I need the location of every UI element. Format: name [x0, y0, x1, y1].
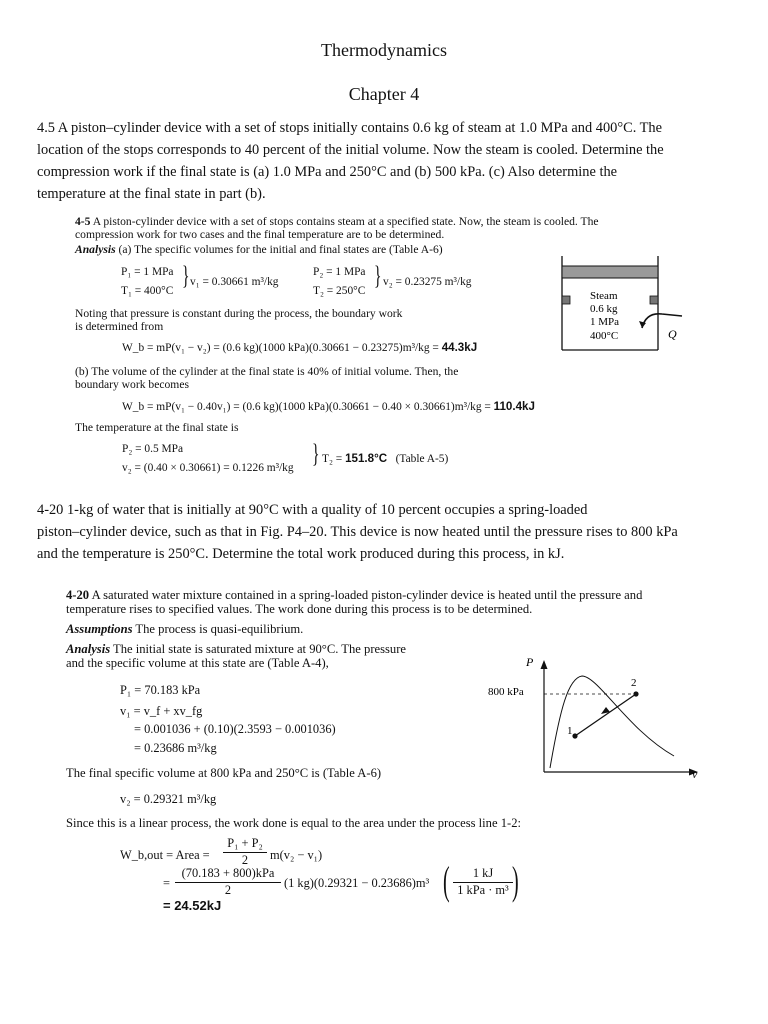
state2-temperature: T₂ = 250°C: [313, 285, 366, 297]
analysis-label: Analysis: [75, 243, 116, 256]
part-b-text: [75, 365, 535, 391]
t2-label: T₂ =: [322, 453, 343, 465]
analysis-text: (a) The specific volumes for the initial and final states are (Table A-6): [118, 243, 443, 256]
state-point-2: [633, 691, 638, 696]
state3-brace: }: [312, 439, 320, 468]
statement-line: temperature at the final state in part (b).: [37, 186, 266, 202]
piston: [562, 266, 658, 278]
left-paren: (: [443, 858, 450, 903]
saturation-dome: [550, 676, 674, 768]
t2-value: 151.8°C: [345, 452, 388, 465]
process-line: [575, 694, 636, 736]
work-a-expression: W_b = mP(v₁ − v₂) = (0.6 kg)(1000 kPa)(0.30661 − 0.23275)m³/kg =: [122, 342, 439, 354]
steam-label: Steam: [590, 290, 618, 302]
t2-table-ref: (Table A-5): [395, 453, 449, 465]
mass-label: 0.6 kg: [590, 303, 618, 315]
intro-line: A saturated water mixture contained in a spring-loaded piston-cylinder device is heated until the pressure and: [91, 588, 643, 602]
assumptions-label: Assumptions: [66, 622, 133, 636]
problem-4-20-statement: [37, 499, 727, 565]
assumptions-text: The process is quasi-equilibrium.: [135, 622, 304, 636]
state2-volume: v₂ = 0.23275 m³/kg: [383, 276, 472, 288]
work-fraction: [223, 836, 267, 868]
pressure-label: 1 MPa: [590, 316, 620, 328]
conversion-denominator: 1 kPa · m³: [453, 882, 513, 898]
v1-result: = 0.23686 m³/kg: [134, 741, 217, 755]
fraction-denominator: 2: [175, 882, 281, 898]
fraction-numerator: P₁ + P₂: [227, 836, 263, 850]
intro-line: compression work for two cases and the final temperature are to be determined.: [75, 228, 445, 241]
v-axis-label: v: [692, 767, 698, 780]
heat-label: Q: [668, 327, 677, 341]
statement-line: and the temperature is 250°C. Determine the total work produced during this process, in kJ.: [37, 546, 565, 562]
v1-substitution: = 0.001036 + (0.10)(2.3593 − 0.001036): [134, 722, 336, 736]
part-b-line: (b) The volume of the cylinder at the final state is 40% of initial volume. Then, the: [75, 365, 459, 378]
state3-volume: v₂ = (0.40 × 0.30661) = 0.1226 m³/kg: [122, 462, 294, 474]
chapter-heading: Chapter 4: [348, 84, 420, 104]
p-axis-label: P: [526, 655, 534, 669]
solution-number: 4-20: [66, 588, 90, 602]
state1-volume: v₁ = 0.30661 m³/kg: [190, 276, 279, 288]
statement-line: piston–cylinder device, such as that in Fig. P4–20. This device is now heated until the pressure rises to 800 kPa: [37, 524, 678, 540]
v2-value: v₂ = 0.29321 m³/kg: [120, 792, 217, 806]
temperature-label: 400°C: [590, 330, 619, 342]
work-result: = 24.52kJ: [163, 898, 222, 913]
statement-line: compression work if the final state is (a) 1.0 MPa and 250°C and (b) 500 kPa. (c) Also determine the: [37, 164, 618, 180]
final-volume-text: The final specific volume at 800 kPa and 250°C is (Table A-6): [66, 766, 382, 780]
piston-cylinder-figure: [550, 252, 700, 356]
work-a-result: 44.3kJ: [441, 341, 478, 354]
work-lhs: W_b,out = Area =: [120, 848, 210, 862]
state-point-1: [572, 733, 577, 738]
left-stop: [562, 296, 570, 304]
state3-pressure: P₂ = 0.5 MPa: [122, 443, 184, 455]
pressure-level-label: 800 kPa: [488, 686, 524, 698]
work-substitution: (1 kg)(0.29321 − 0.23686)m³: [284, 876, 430, 890]
state1-temperature: T₁ = 400°C: [121, 285, 174, 297]
solution-4-5-intro: [75, 215, 675, 256]
work-b-expression: W_b = mP(v₁ − 0.40v₁) = (0.6 kg)(1000 kPa)(0.30661 − 0.40 × 0.30661)m³/kg =: [122, 401, 491, 413]
note-line: Noting that pressure is constant during the process, the boundary work: [75, 307, 403, 320]
state2-brace: }: [374, 261, 382, 290]
work-a-equation: [122, 341, 477, 354]
problem-4-5-statement: [37, 117, 727, 205]
work-b-equation: [122, 400, 535, 413]
unit-conversion: [453, 866, 513, 898]
note-line: is determined from: [75, 320, 164, 333]
pv-diagram: [478, 650, 710, 780]
right-paren: ): [512, 858, 519, 903]
right-stop: [650, 296, 658, 304]
statement-line: 4.5 A piston–cylinder device with a set of stops initially contains 0.6 kg of steam at 1.0 MPa and 400°C. The: [37, 120, 663, 136]
point-2-label: 2: [631, 677, 637, 689]
document-title: Thermodynamics: [321, 40, 447, 60]
work-mass-term: m(v₂ − v₁): [270, 848, 323, 862]
heat-arrow: [642, 314, 682, 328]
intro-line: temperature rises to specified values. The work done during this process is to be determined.: [66, 602, 533, 616]
statement-line: 4-20 1-kg of water that is initially at 90°C with a quality of 10 percent occupies a spring-loaded: [37, 502, 588, 518]
v1-definition: v₁ = v_f + xv_fg: [120, 704, 203, 718]
analysis-label: Analysis: [66, 642, 111, 656]
p1-value: P₁ = 70.183 kPa: [120, 683, 201, 697]
intro-line: A piston-cylinder device with a set of stops contains steam at a specified state. Now, the steam is cooled. The: [92, 215, 599, 228]
state1-brace: }: [182, 261, 190, 290]
analysis-line: The initial state is saturated mixture at 90°C. The pressure: [113, 642, 406, 656]
equals-sign: =: [163, 876, 170, 890]
point-1-label: 1: [567, 725, 573, 737]
solution-number: 4-5: [75, 215, 91, 228]
work-fraction-2: [175, 866, 281, 898]
fraction-denominator: 2: [223, 852, 267, 868]
statement-line: location of the stops corresponds to 40 percent of the initial volume. Now the steam is cooled. Determine the: [37, 142, 664, 158]
final-temperature-text: The temperature at the final state is: [75, 421, 239, 434]
conversion-numerator: 1 kJ: [472, 866, 494, 880]
part-b-line: boundary work becomes: [75, 378, 189, 391]
constant-pressure-note: [75, 307, 475, 333]
fraction-numerator: (70.183 + 800)kPa: [181, 866, 275, 880]
state2-pressure: P₂ = 1 MPa: [313, 266, 366, 278]
state1-pressure: P₁ = 1 MPa: [121, 266, 174, 278]
work-b-result: 110.4kJ: [493, 400, 535, 413]
p-axis-arrow: [541, 660, 548, 669]
linear-process-text: Since this is a linear process, the work done is equal to the area under the process line 1-2:: [66, 816, 521, 830]
analysis-line: and the specific volume at this state are (Table A-4),: [66, 656, 329, 670]
final-temperature-result: [322, 452, 448, 465]
